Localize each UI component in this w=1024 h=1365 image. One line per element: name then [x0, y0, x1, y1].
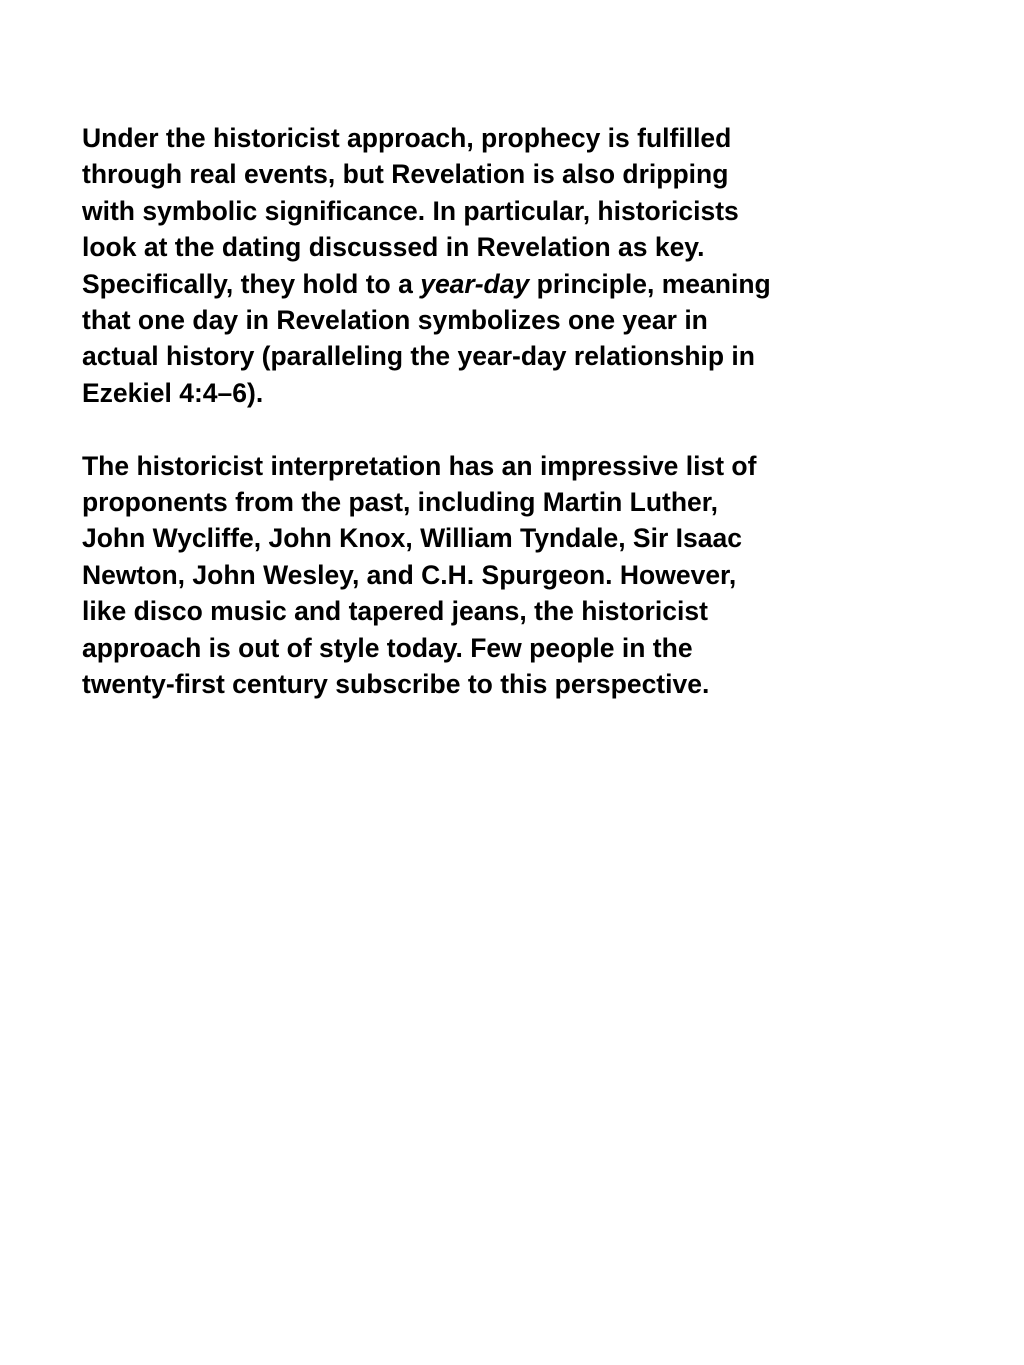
- text-line: Ezekiel 4:4–6).: [82, 377, 264, 408]
- text-line: The historicist interpretation has an impressive list of: [82, 450, 757, 481]
- text-segment: principle, meaning: [529, 268, 771, 299]
- text-line: Newton, John Wesley, and C.H. Spurgeon. However,: [82, 559, 737, 590]
- paragraph-historicist-proponents: [82, 448, 942, 703]
- text-line: [82, 266, 942, 302]
- paragraph-historicist-approach: [82, 120, 942, 411]
- text-line: actual history (paralleling the year-day relationship in: [82, 341, 755, 372]
- text-line: twenty-first century subscribe to this perspective.: [82, 669, 710, 700]
- text-line: through real events, but Revelation is also dripping: [82, 159, 729, 190]
- text-line: approach is out of style today. Few people in the: [82, 632, 693, 663]
- emphasized-term: year-day: [420, 268, 530, 299]
- text-segment: Specifically, they hold to a: [82, 268, 421, 299]
- text-line: like disco music and tapered jeans, the historicist: [82, 596, 708, 627]
- text-line: proponents from the past, including Martin Luther,: [82, 487, 718, 518]
- text-line: John Wycliffe, John Knox, William Tyndale, Sir Isaac: [82, 523, 742, 554]
- document-page: [82, 120, 942, 739]
- text-line: look at the dating discussed in Revelation as key.: [82, 232, 705, 263]
- text-line: with symbolic significance. In particular, historicists: [82, 195, 739, 226]
- text-line: Under the historicist approach, prophecy is fulfilled: [82, 123, 732, 153]
- text-line: that one day in Revelation symbolizes one year in: [82, 305, 708, 336]
